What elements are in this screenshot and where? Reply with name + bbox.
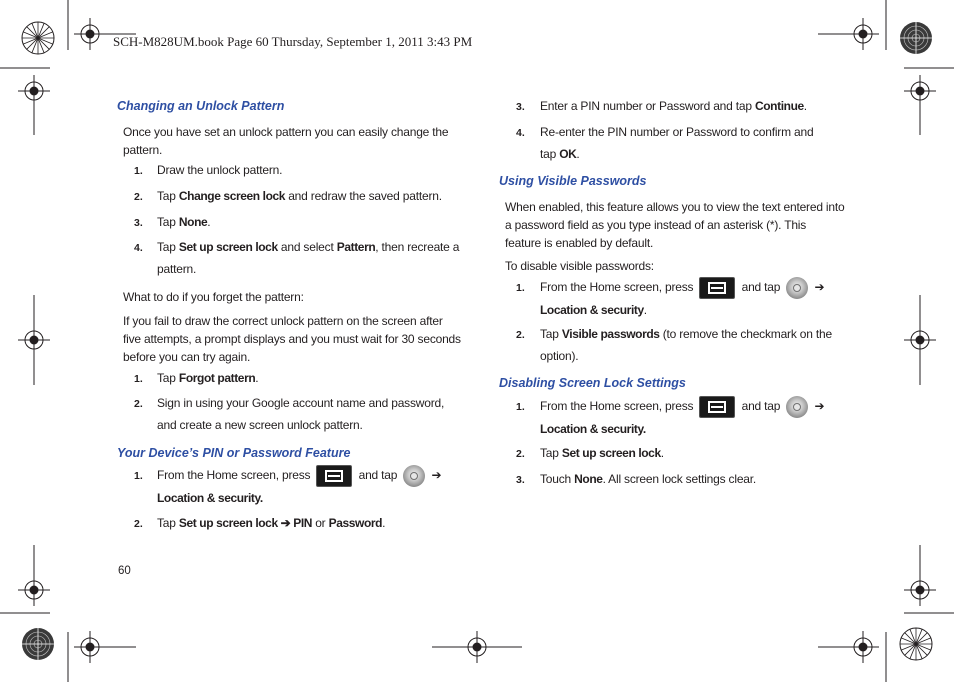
forget-pattern-text: If you fail to draw the correct unlock pattern on the screen after five attempts, a prompt displays and you must wait for 30 seconds before you can try again. xyxy=(123,314,461,364)
disable-visible-passwords-intro: To disable visible passwords: xyxy=(505,259,654,273)
registration-mark-icon xyxy=(461,631,493,663)
registration-mark-icon xyxy=(18,75,50,107)
step-text: From the Home screen, press and tap ➔ Location & security. xyxy=(540,395,850,440)
book-header: SCH-M828UM.book Page 60 Thursday, September 1, 2011 3:43 PM xyxy=(113,34,473,49)
step-text: Tap None. xyxy=(157,215,211,229)
visible-passwords-text: When enabled, this feature allows you to view the text entered into a password field as you type instead of an asterisk (*). This feature is enabled by default. xyxy=(505,200,845,250)
step-text: Tap Change screen lock and redraw the saved pattern. xyxy=(157,189,442,203)
step-number: 2. xyxy=(516,448,525,460)
settings-icon xyxy=(403,465,425,487)
step-number: 4. xyxy=(134,242,143,254)
registration-mark-icon xyxy=(74,18,106,50)
step-text: Tap Visible passwords (to remove the checkmark on the option). xyxy=(540,327,832,363)
step-number: 1. xyxy=(134,165,143,177)
step-number: 3. xyxy=(516,474,525,486)
settings-icon xyxy=(786,396,808,418)
step-text: Enter a PIN number or Password and tap Continue. xyxy=(540,99,807,113)
unlock-pattern-intro: Once you have set an unlock pattern you can easily change the pattern. xyxy=(123,125,449,157)
registration-mark-icon xyxy=(904,75,936,107)
page-number: 60 xyxy=(118,565,131,577)
heading-visible-passwords: Using Visible Passwords xyxy=(499,174,647,188)
registration-mark-icon xyxy=(22,22,54,54)
registration-mark-icon xyxy=(847,631,879,663)
heading-pin-password: Your Device’s PIN or Password Feature xyxy=(117,446,351,460)
heading-changing-unlock-pattern: Changing an Unlock Pattern xyxy=(117,99,285,113)
registration-mark-icon xyxy=(900,628,932,660)
menu-key-icon xyxy=(699,396,735,418)
step-number: 3. xyxy=(516,101,525,113)
step-text: Tap Set up screen lock ➔ PIN or Password. xyxy=(157,516,386,530)
step-number: 3. xyxy=(134,217,143,229)
step-number: 2. xyxy=(134,191,143,203)
step-number: 2. xyxy=(134,398,143,410)
step-number: 1. xyxy=(516,282,525,294)
step-number: 1. xyxy=(134,470,143,482)
registration-mark-icon xyxy=(18,574,50,606)
step-text: Touch None. All screen lock settings clear. xyxy=(540,472,757,486)
menu-key-icon xyxy=(699,277,735,299)
step-number: 1. xyxy=(134,373,143,385)
step-text: Sign in using your Google account name and password, and create a new screen unlock pattern. xyxy=(157,396,445,432)
menu-key-icon xyxy=(316,465,352,487)
registration-mark-icon xyxy=(18,324,50,356)
step-number: 1. xyxy=(516,401,525,413)
step-text: Tap Set up screen lock. xyxy=(540,446,664,460)
step-number: 4. xyxy=(516,127,525,139)
step-number: 2. xyxy=(134,518,143,530)
heading-disabling-screen-lock: Disabling Screen Lock Settings xyxy=(499,376,686,390)
settings-icon xyxy=(786,277,808,299)
step-text: Tap Set up screen lock and select Pattern, then recreate a pattern. xyxy=(157,240,460,276)
forget-pattern-question: What to do if you forget the pattern: xyxy=(123,290,304,304)
step-text: Draw the unlock pattern. xyxy=(157,163,283,177)
registration-mark-icon xyxy=(22,628,54,660)
step-text: Re-enter the PIN number or Password to confirm and tap OK. xyxy=(540,125,814,161)
registration-mark-icon xyxy=(904,324,936,356)
registration-mark-icon xyxy=(900,22,932,54)
step-number: 2. xyxy=(516,329,525,341)
registration-mark-icon xyxy=(74,631,106,663)
registration-mark-icon xyxy=(904,574,936,606)
step-text: From the Home screen, press and tap ➔ Location & security. xyxy=(157,464,467,509)
step-text: From the Home screen, press and tap ➔ Location & security. xyxy=(540,276,850,321)
step-text: Tap Forgot pattern. xyxy=(157,371,259,385)
registration-mark-icon xyxy=(847,18,879,50)
